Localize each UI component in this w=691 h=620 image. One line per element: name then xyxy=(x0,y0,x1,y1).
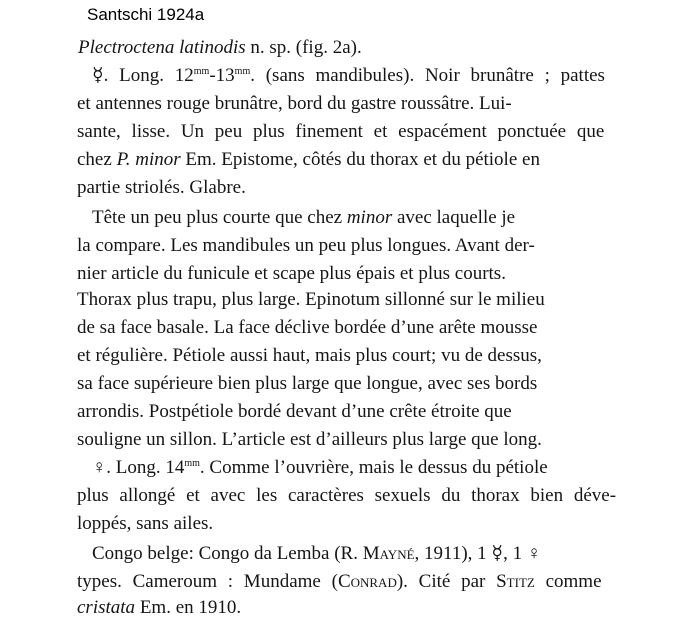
text-segment: comme xyxy=(534,571,602,592)
small-caps-name: Stitz xyxy=(496,571,535,592)
text-segment: ☿. Long. 12 xyxy=(92,65,194,86)
text-segment: types. Cameroum : Mundame ( xyxy=(77,571,338,592)
text-segment: souligne un sillon. L’article est d’ailleurs plus large que long. xyxy=(77,429,542,450)
text-segment: la compare. Les mandibules un peu plus longues. Avant der- xyxy=(77,235,535,256)
text-line xyxy=(77,264,506,283)
unit-superscript: mm xyxy=(184,458,200,469)
text-line xyxy=(77,346,542,365)
text-segment: sa face supérieure bien plus large que longue, avec ses bords xyxy=(77,373,538,394)
text-line xyxy=(92,458,548,477)
text-segment: chez xyxy=(77,149,117,170)
text-segment: nier article du funicule et scape plus épais et plus courts. xyxy=(77,263,506,284)
text-segment: plus allongé et avec les caractères sexuels du thorax bien déve- xyxy=(77,485,617,506)
text-segment: . Comme l’ouvrière, mais le dessus du pétiole xyxy=(199,457,548,478)
text-line xyxy=(78,38,362,57)
text-line xyxy=(77,486,616,505)
text-line xyxy=(77,290,545,309)
text-line xyxy=(77,430,542,449)
text-segment: Em. en 1910. xyxy=(135,597,242,618)
text-segment: , 1911), 1 ☿, 1 ♀ xyxy=(414,543,542,564)
text-segment: Thorax plus trapu, plus large. Epinotum sillonné sur le milieu xyxy=(77,289,545,310)
text-segment: de sa face basale. La face déclive bordée d’une arête mousse xyxy=(77,317,538,338)
text-line xyxy=(92,208,515,227)
text-line xyxy=(77,572,602,591)
text-line xyxy=(92,66,605,85)
unit-superscript: mm xyxy=(234,66,251,77)
text-segment: Tête un peu plus courte que chez xyxy=(92,207,347,228)
text-line xyxy=(77,236,535,255)
text-line xyxy=(92,544,541,563)
italic-taxon-text: P. minor xyxy=(116,149,181,170)
text-segment: sante, lisse. Un peu plus finement et espacément ponctuée que xyxy=(77,121,605,142)
text-line xyxy=(77,94,512,113)
text-segment: ♀. Long. 14 xyxy=(92,457,185,478)
text-segment: et régulière. Pétiole aussi haut, mais plus court; vu de dessus, xyxy=(77,345,542,366)
text-segment: -13 xyxy=(209,65,235,86)
text-line xyxy=(77,598,241,617)
text-segment: et antennes rouge brunâtre, bord du gastre roussâtre. Lui- xyxy=(77,93,512,114)
text-line xyxy=(77,318,538,337)
text-segment: arrondis. Postpétiole bordé devant d’une crête étroite que xyxy=(77,401,512,422)
text-line xyxy=(77,150,540,169)
small-caps-name: Conrad xyxy=(337,571,397,592)
text-line xyxy=(77,402,512,421)
source-citation-label: Santschi 1924a xyxy=(87,5,205,24)
unit-superscript: mm xyxy=(193,66,210,77)
text-line xyxy=(77,514,213,533)
text-segment: Em. Epistome, côtés du thorax et du pétiole en xyxy=(180,149,540,170)
text-segment: Congo belge: Congo da Lemba (R. xyxy=(92,543,363,564)
text-segment: n. sp. (fig. 2a). xyxy=(245,37,362,58)
text-line xyxy=(77,122,604,141)
text-line xyxy=(77,178,246,197)
italic-taxon-text: minor xyxy=(346,207,393,228)
text-segment: avec laquelle je xyxy=(392,207,516,228)
italic-taxon-text: Plectroctena latinodis xyxy=(78,37,246,58)
italic-taxon-text: cristata xyxy=(77,597,136,618)
text-segment: partie striolés. Glabre. xyxy=(77,177,246,198)
text-segment: loppés, sans ailes. xyxy=(77,513,214,534)
text-line xyxy=(77,374,537,393)
text-segment: . (sans mandibules). Noir brunâtre ; pattes xyxy=(250,65,605,86)
small-caps-name: Mayné xyxy=(362,543,415,564)
text-segment: ). Cité par xyxy=(396,571,497,592)
